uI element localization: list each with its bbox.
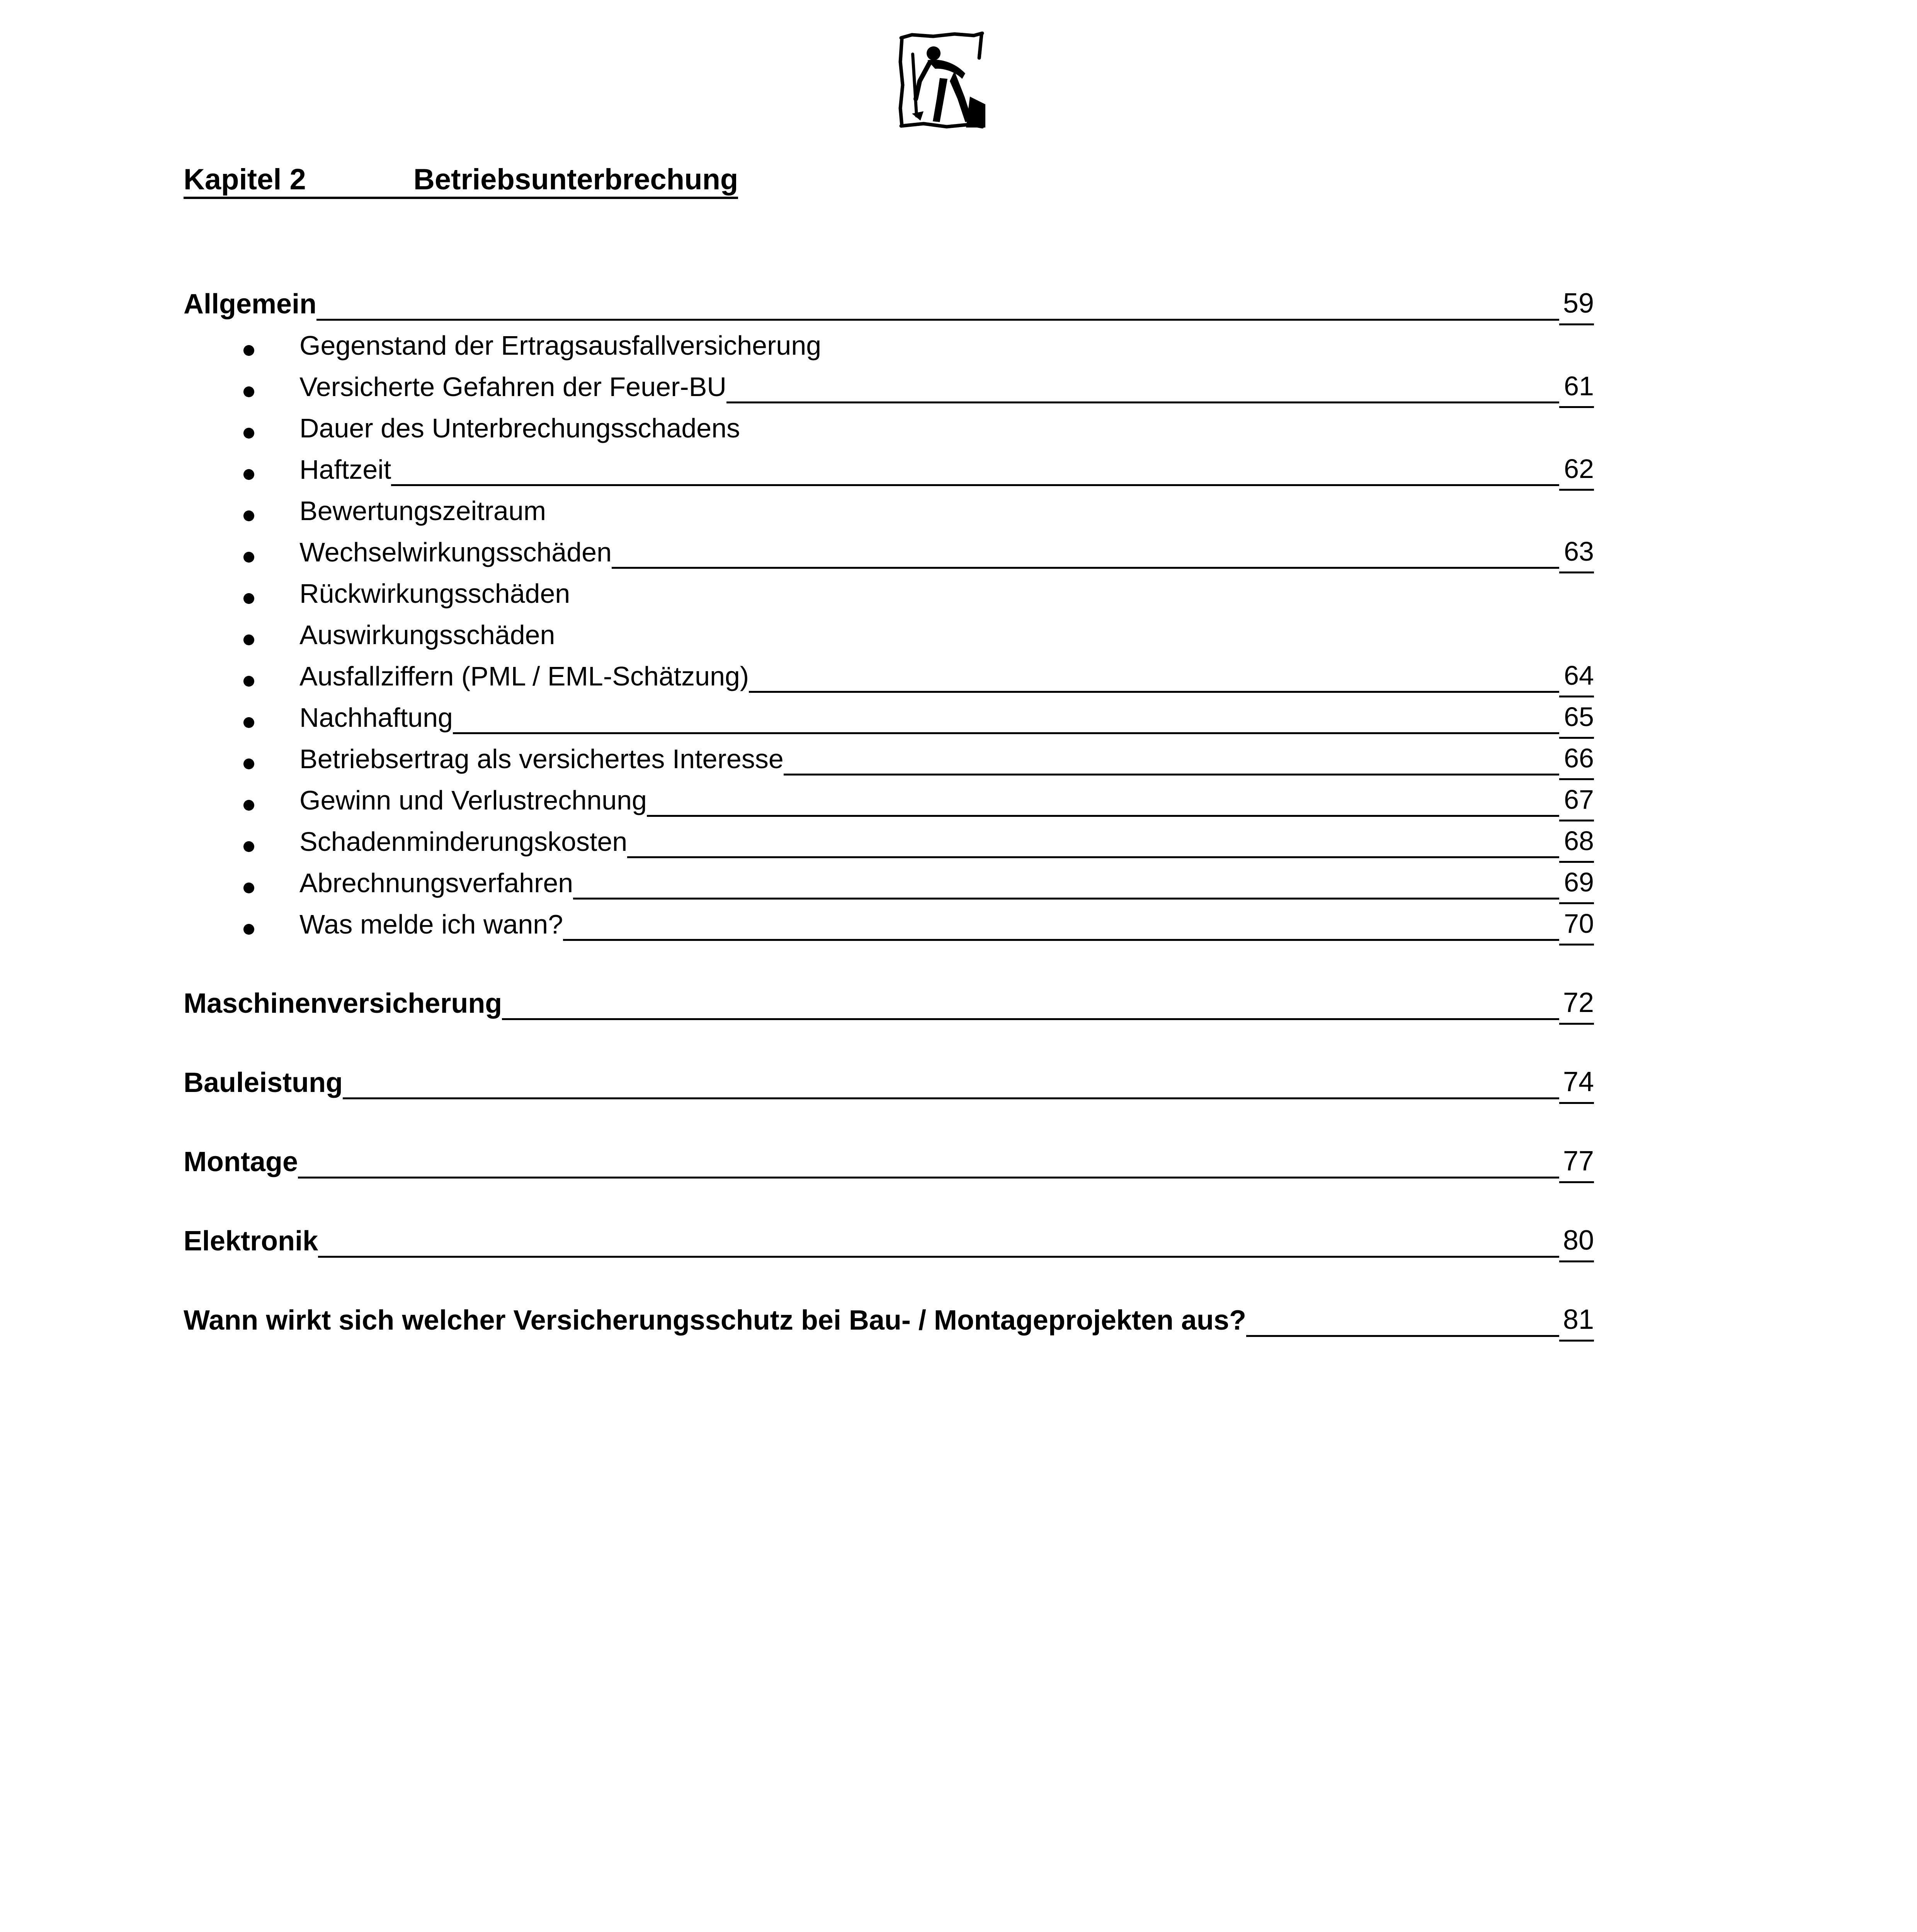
toc-page-number: 63 — [1559, 534, 1594, 573]
bullet-icon — [243, 428, 254, 439]
toc-page-number: 72 — [1559, 985, 1594, 1025]
toc-entry-label: Bauleistung — [184, 1067, 343, 1098]
toc-page-number: 62 — [1559, 451, 1594, 491]
bullet-icon — [243, 593, 254, 604]
toc-subentry[interactable] — [184, 904, 1594, 946]
chapter-heading — [184, 160, 738, 199]
section-spacer — [184, 1262, 1594, 1300]
toc-leader-line — [1246, 1335, 1559, 1337]
toc-entry-label: Betriebsertrag als versichertes Interesse — [299, 744, 784, 774]
toc-leader-line — [318, 1255, 1559, 1258]
toc-entry-label: Gegenstand der Ertragsausfallversicherung — [299, 330, 822, 361]
toc-subentry[interactable] — [184, 367, 1594, 408]
chapter-title: Betriebsunterbrechung — [413, 163, 738, 199]
toc-entry-elektronik[interactable] — [184, 1221, 1594, 1262]
toc-entry-bauleistung[interactable] — [184, 1063, 1594, 1104]
toc-leader-line — [343, 1097, 1559, 1099]
toc-subentry[interactable] — [184, 656, 1594, 697]
toc-page-number: 77 — [1559, 1144, 1594, 1183]
toc-page-number: 61 — [1559, 369, 1594, 408]
bullet-icon — [243, 841, 254, 852]
bullet-icon — [243, 717, 254, 728]
toc-entry-label: Maschinenversicherung — [184, 988, 502, 1019]
toc-subentry[interactable] — [184, 697, 1594, 739]
toc-entry-label: Montage — [184, 1146, 298, 1177]
bullet-icon — [243, 676, 254, 687]
toc-entry-label: Haftzeit — [299, 454, 391, 485]
toc-leader-line — [563, 939, 1559, 941]
toc-subentry[interactable] — [184, 325, 1594, 367]
toc-page-number: 70 — [1559, 906, 1594, 946]
bullet-icon — [243, 924, 254, 935]
toc-leader-line — [316, 318, 1559, 321]
toc-entry-label: Wechselwirkungsschäden — [299, 537, 612, 567]
toc-subentry[interactable] — [184, 491, 1594, 532]
toc-entry-montage[interactable] — [184, 1142, 1594, 1183]
toc-entry-label: Schadenminderungskosten — [299, 827, 628, 857]
section-spacer — [184, 946, 1594, 983]
toc-entry-label: Nachhaftung — [299, 702, 453, 733]
section-spacer — [184, 1183, 1594, 1221]
toc-page-number: 80 — [1559, 1223, 1594, 1262]
toc-leader-line — [647, 815, 1559, 817]
toc-subentry[interactable] — [184, 863, 1594, 904]
toc-leader-line — [453, 732, 1559, 734]
toc-entry-label: Bewertungszeitraum — [299, 496, 546, 526]
toc-entry-label: Dauer des Unterbrechungsschadens — [299, 413, 740, 443]
toc-subentry[interactable] — [184, 573, 1594, 615]
toc-page-number: 59 — [1559, 286, 1594, 325]
toc-entry-maschinenversicherung[interactable] — [184, 983, 1594, 1025]
toc-leader-line — [784, 773, 1559, 776]
section-spacer — [184, 1025, 1594, 1063]
toc-subentry[interactable] — [184, 408, 1594, 449]
toc-leader-line — [573, 897, 1559, 900]
bullet-icon — [243, 469, 254, 480]
toc-entry-versicherungsschutz[interactable] — [184, 1300, 1594, 1342]
toc-entry-label: Wann wirkt sich welcher Versicherungsschutz bei Bau- / Montageprojekten aus? — [184, 1305, 1246, 1336]
toc-leader-line — [726, 401, 1559, 403]
chapter-number: Kapitel 2 — [184, 163, 413, 199]
toc-leader-line — [749, 690, 1559, 693]
toc-subentry[interactable] — [184, 615, 1594, 656]
bullet-icon — [243, 883, 254, 893]
toc-subentry[interactable] — [184, 780, 1594, 821]
bullet-icon — [243, 634, 254, 645]
bullet-icon — [243, 345, 254, 356]
toc-leader-line — [627, 856, 1559, 858]
toc-entry-label: Was melde ich wann? — [299, 909, 563, 939]
toc-page-number: 74 — [1559, 1065, 1594, 1104]
toc-entry-label: Ausfallziffern (PML / EML-Schätzung) — [299, 661, 749, 691]
toc-subentry[interactable] — [184, 739, 1594, 780]
toc-page-number: 81 — [1559, 1302, 1594, 1342]
toc-page-number: 65 — [1559, 699, 1594, 739]
toc-leader-line — [612, 566, 1559, 569]
toc-entry-label: Gewinn und Verlustrechnung — [299, 785, 647, 815]
toc-entry-label: Allgemein — [184, 289, 317, 320]
toc-leader-line — [502, 1018, 1559, 1020]
toc-entry-allgemein[interactable] — [184, 284, 1594, 325]
toc-entry-label: Versicherte Gefahren der Feuer-BU — [299, 372, 726, 402]
table-of-contents — [184, 284, 1594, 1342]
toc-entry-label: Rückwirkungsschäden — [299, 578, 570, 609]
toc-entry-label: Elektronik — [184, 1226, 318, 1257]
toc-subentry[interactable] — [184, 449, 1594, 491]
toc-subentry[interactable] — [184, 532, 1594, 573]
toc-page-number: 68 — [1559, 823, 1594, 863]
person-digging-logo-icon — [896, 31, 985, 129]
bullet-icon — [243, 800, 254, 811]
toc-leader-line — [298, 1176, 1559, 1179]
bullet-icon — [243, 552, 254, 563]
bullet-icon — [243, 386, 254, 397]
toc-page-number: 67 — [1559, 782, 1594, 821]
toc-page-number: 66 — [1559, 741, 1594, 780]
toc-page-number: 64 — [1559, 658, 1594, 697]
toc-subentry[interactable] — [184, 821, 1594, 863]
toc-entry-label: Auswirkungsschäden — [299, 620, 555, 650]
toc-entry-label: Abrechnungsverfahren — [299, 868, 573, 898]
toc-page-number: 69 — [1559, 865, 1594, 904]
toc-leader-line — [391, 484, 1559, 486]
bullet-icon — [243, 510, 254, 521]
toc-leader-line — [740, 444, 1594, 445]
bullet-icon — [243, 759, 254, 769]
section-spacer — [184, 1104, 1594, 1142]
